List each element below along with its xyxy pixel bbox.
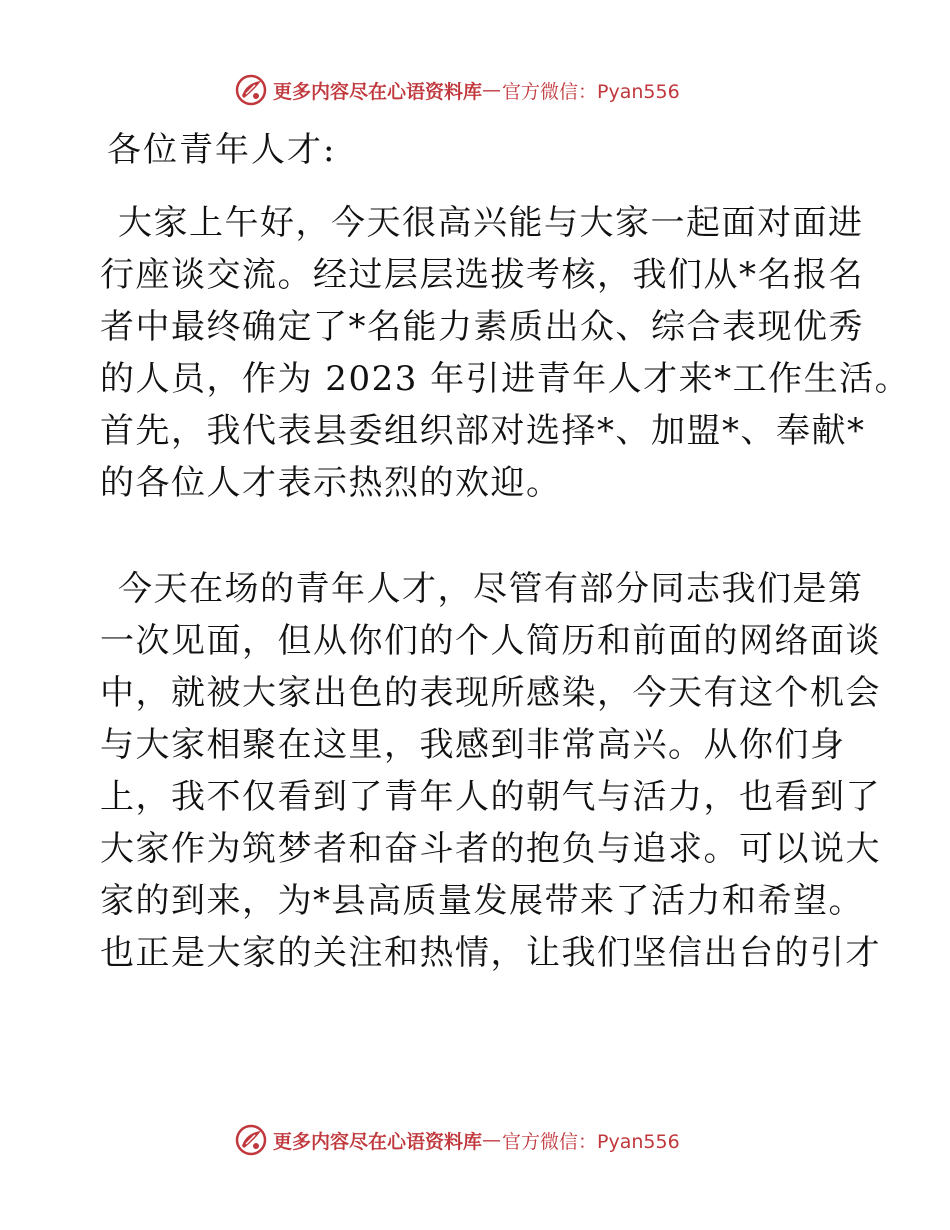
pen-nib-logo-icon (235, 74, 267, 106)
paragraph-line: 上，我不仅看到了青年人的朝气与活力，也看到了 (100, 777, 881, 817)
paragraph-line: 的人员，作为 2023 年引进青年人才来*工作生活。 (100, 359, 911, 399)
paragraph-line: 中，就被大家出色的表现所感染，今天有这个机会 (100, 673, 881, 713)
watermark-brand-text: 更多内容尽在心语资料库 (273, 80, 483, 103)
watermark-separator: — (482, 1129, 503, 1151)
header-watermark-banner (235, 72, 680, 108)
paragraph-line: 也正是大家的关注和热情，让我们坚信出台的引才 (100, 933, 881, 973)
footer-watermark-banner (235, 1122, 680, 1158)
paragraph-line: 首先，我代表县委组织部对选择*、加盟*、奉献* (100, 411, 866, 451)
paragraph-line: 大家作为筑梦者和奋斗者的抱负与追求。可以说大 (100, 829, 881, 869)
paragraph-line: 者中最终确定了*名能力素质出众、综合表现优秀 (100, 307, 864, 347)
paragraph-line: 一次见面，但从你们的个人简历和前面的网络面谈 (100, 621, 881, 661)
document-paragraph-2 (100, 563, 881, 979)
paragraph-line: 家的到来，为*县高质量发展带来了活力和希望。 (100, 881, 864, 921)
paragraph-line: 大家上午好，今天很高兴能与大家一起面对面进 (118, 203, 864, 243)
pen-nib-logo-icon (235, 1124, 267, 1156)
document-paragraph-1 (100, 197, 911, 509)
watermark-wechat-text: 官方微信：Pyan556 (502, 80, 680, 103)
paragraph-line: 与大家相聚在这里，我感到非常高兴。从你们身 (100, 725, 846, 765)
paragraph-line: 今天在场的青年人才，尽管有部分同志我们是第 (118, 569, 864, 609)
watermark-brand-text: 更多内容尽在心语资料库 (273, 1130, 483, 1153)
paragraph-line: 行座谈交流。经过层层选拔考核，我们从*名报名 (100, 255, 864, 295)
watermark-wechat-text: 官方微信：Pyan556 (502, 1130, 680, 1153)
document-salutation: 各位青年人才: (107, 130, 337, 170)
watermark-separator: — (482, 79, 503, 101)
paragraph-line: 的各位人才表示热烈的欢迎。 (100, 463, 562, 503)
